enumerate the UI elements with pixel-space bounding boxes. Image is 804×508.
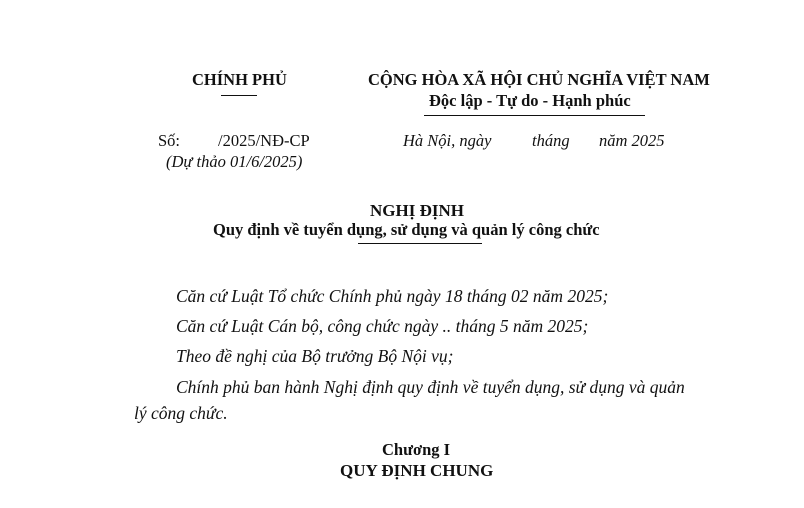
- chapter-title: QUY ĐỊNH CHUNG: [340, 461, 494, 480]
- subject-underline: [358, 243, 482, 244]
- preamble-line-3: Theo đề nghị của Bộ trưởng Bộ Nội vụ;: [176, 346, 454, 366]
- agency-underline: [221, 95, 257, 96]
- number-value: /2025/NĐ-CP: [218, 131, 310, 150]
- preamble-line-4: Chính phủ ban hành Nghị định quy định về tuyển dụng, sử dụng và quản: [176, 377, 685, 397]
- preamble-line-1: Căn cứ Luật Tổ chức Chính phủ ngày 18 tháng 02 năm 2025;: [176, 286, 609, 306]
- number-label: Số:: [158, 131, 181, 150]
- document-subject: Quy định về tuyển dụng, sử dụng và quản lý công chức: [213, 220, 600, 239]
- preamble-line-4-continued: lý công chức.: [134, 403, 228, 423]
- place-date: Hà Nội, ngày: [403, 131, 492, 150]
- chapter-label: Chương I: [382, 440, 451, 459]
- month-label: tháng: [532, 131, 570, 150]
- document-type: NGHỊ ĐỊNH: [370, 201, 464, 220]
- motto-underline: [424, 115, 645, 116]
- national-motto: Độc lập - Tự do - Hạnh phúc: [429, 91, 631, 110]
- agency-name: CHÍNH PHỦ: [192, 70, 287, 89]
- country-name: CỘNG HÒA XÃ HỘI CHỦ NGHĨA VIỆT NAM: [368, 70, 710, 89]
- draft-note: (Dự thảo 01/6/2025): [166, 152, 303, 171]
- year-label: năm 2025: [599, 131, 665, 150]
- preamble-line-2: Căn cứ Luật Cán bộ, công chức ngày .. tháng 5 năm 2025;: [176, 316, 589, 336]
